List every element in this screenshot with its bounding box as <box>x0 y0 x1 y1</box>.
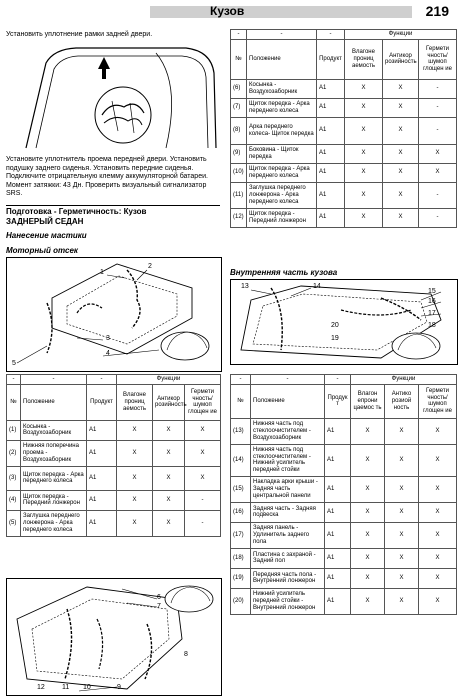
front-body-figure <box>6 578 222 696</box>
engine-bay-heading: Моторный отсек <box>6 246 78 255</box>
th-functions: Функции <box>117 375 221 385</box>
section-heading: Подготовка - Герметичность: Кузов <box>6 205 220 216</box>
callout-1: 1 <box>100 269 104 276</box>
th-anticorr: Антикор розийность <box>383 39 419 79</box>
th-dash: - <box>21 375 87 385</box>
th-position: Положение <box>247 39 317 79</box>
th-dash: - <box>87 375 117 385</box>
callout-2: 2 <box>148 263 152 270</box>
th-dash: - <box>317 30 345 40</box>
th-noise: Гермети чность/ шумоп глощен ие <box>419 39 457 79</box>
th-functions: Функции <box>345 30 457 40</box>
table-row: (8) Арка переднего колеса- Щиток передка A1 X X - <box>231 117 457 144</box>
th-product: Продукт <box>317 39 345 79</box>
th-dash: - <box>231 375 251 385</box>
callout-12: 12 <box>37 684 45 691</box>
th-position: Положение <box>21 384 87 420</box>
callout-14: 14 <box>313 283 321 290</box>
th-anticorr: Антико розиой ность <box>385 384 419 418</box>
callout-20: 20 <box>331 322 339 329</box>
table-row: (18) Пластина с захраной - Задний пол A1 X X X <box>231 548 457 568</box>
interior-sealant-table <box>230 374 457 615</box>
page-number: 219 <box>425 3 449 19</box>
front-body-illustration <box>7 579 221 695</box>
table-row: (4) Щиток передка - Передний лонжерон A1 X X - <box>7 490 221 510</box>
table-row: (20) Нижний усилитель передней стойки - Внутренний лонжерон A1 X X X <box>231 588 457 614</box>
th-position: Положение <box>251 384 325 418</box>
table-row: (2) Нижняя поперечина проема - Воздухозаборник A1 X X X <box>7 440 221 466</box>
th-no: № <box>231 39 247 79</box>
header-section-title: Кузов <box>210 4 245 18</box>
th-anticorr: Антикор розийность <box>153 384 185 420</box>
callout-18: 18 <box>428 322 436 329</box>
table-row: (5) Заглушка переднего лонжерона - Арка переднего колеса A1 X X - <box>7 510 221 536</box>
th-product: Продук т <box>325 384 351 418</box>
door-frame-illustration <box>6 43 220 153</box>
callout-15: 15 <box>428 288 436 295</box>
th-noise: Гермети чность/ шумоп глощен ие <box>419 384 457 418</box>
installation-text: Установите уплотнитель проема передней двери. Установить подушку заднего сиденья. Установить передние сиденья. Подключите отрицательную клемму аккумуляторной батареи. Момент затяжки: 43 Дн. Проверить визуальный сигнализатор SRS. <box>6 156 208 198</box>
page-header <box>0 0 461 22</box>
callout-13: 13 <box>241 283 249 290</box>
th-dash: - <box>7 375 21 385</box>
model-heading: ЗАДНЕРЫЙ СЕДАН <box>6 217 84 226</box>
callout-17: 17 <box>428 310 436 317</box>
th-product: Продукт <box>87 384 117 420</box>
table-row: (3) Щиток передка - Арка переднего колеса A1 X X X <box>7 466 221 490</box>
callout-5: 5 <box>12 360 16 367</box>
table-row: (1) Косынка - Воздухозаборник A1 X X X <box>7 420 221 440</box>
table-row: (14) Нижняя часть под стеклоочистителем - Нижний усилитель передней стойки A1 X X X <box>231 444 457 476</box>
callout-16: 16 <box>428 298 436 305</box>
th-moisture: Влагоне прониц аемость <box>345 39 383 79</box>
left-sealant-table <box>6 374 221 537</box>
rear-door-seal-figure <box>6 31 220 151</box>
th-dash: - <box>251 375 325 385</box>
table-row: (7) Щиток передка - Арка переднего колеса A1 X X - <box>231 98 457 117</box>
callout-6: 6 <box>157 594 161 601</box>
table-row: (9) Боковина - Щиток передка A1 X X X <box>231 144 457 163</box>
th-dash: - <box>231 30 247 40</box>
callout-8: 8 <box>184 651 188 658</box>
th-dash: - <box>247 30 317 40</box>
interior-section-title: Внутренняя часть кузова <box>230 268 338 277</box>
th-moisture: Влагон епрони цаемос ть <box>351 384 385 418</box>
subsection-heading: Нанесение мастики <box>6 231 87 240</box>
th-functions: Функции <box>351 375 457 385</box>
engine-bay-illustration <box>7 258 221 371</box>
callout-7: 7 <box>157 603 161 610</box>
top-right-sealant-table <box>230 29 457 228</box>
engine-bay-figure <box>6 257 222 372</box>
interior-body-illustration <box>231 280 457 364</box>
table-row: (6) Косынка - Воздухозаборник A1 X X - <box>231 79 457 98</box>
th-no: № <box>7 384 21 420</box>
callout-19: 19 <box>331 335 339 342</box>
th-dash: - <box>325 375 351 385</box>
figure-caption: Установить уплотнение рамки задней двери. <box>6 31 153 38</box>
callout-10: 10 <box>83 684 91 691</box>
table-row: (13) Нижняя часть под стеклоочистителем - Воздухозаборник A1 X X X <box>231 418 457 444</box>
th-noise: Гермети чность/ шумоп глощен ие <box>185 384 221 420</box>
th-moisture: Влагоне прониц аемость <box>117 384 153 420</box>
table-row: (19) Передняя часть пола - Внутренний лонжерон A1 X X X <box>231 568 457 588</box>
callout-3: 3 <box>106 335 110 342</box>
table-row: (12) Щиток передка - Передний лонжерон A1 X X - <box>231 208 457 227</box>
table-row: (16) Задняя часть - Задняя подвеска A1 X X X <box>231 502 457 522</box>
table-row: (11) Заглушка переднего лонжерона - Арка переднего колеса A1 X X - <box>231 182 457 208</box>
table-row: (15) Накладка арки крыши - Задняя часть центральной панели A1 X X X <box>231 476 457 502</box>
callout-9: 9 <box>117 684 121 691</box>
table-row: (10) Щиток передка - Арка переднего колеса A1 X X X <box>231 163 457 182</box>
th-no: № <box>231 384 251 418</box>
header-bar <box>150 6 412 18</box>
callout-4: 4 <box>106 350 110 357</box>
table-row: (17) Задняя панель - Удлинитель заднего пола A1 X X X <box>231 522 457 548</box>
callout-11: 11 <box>62 684 70 691</box>
interior-body-figure <box>230 279 458 365</box>
